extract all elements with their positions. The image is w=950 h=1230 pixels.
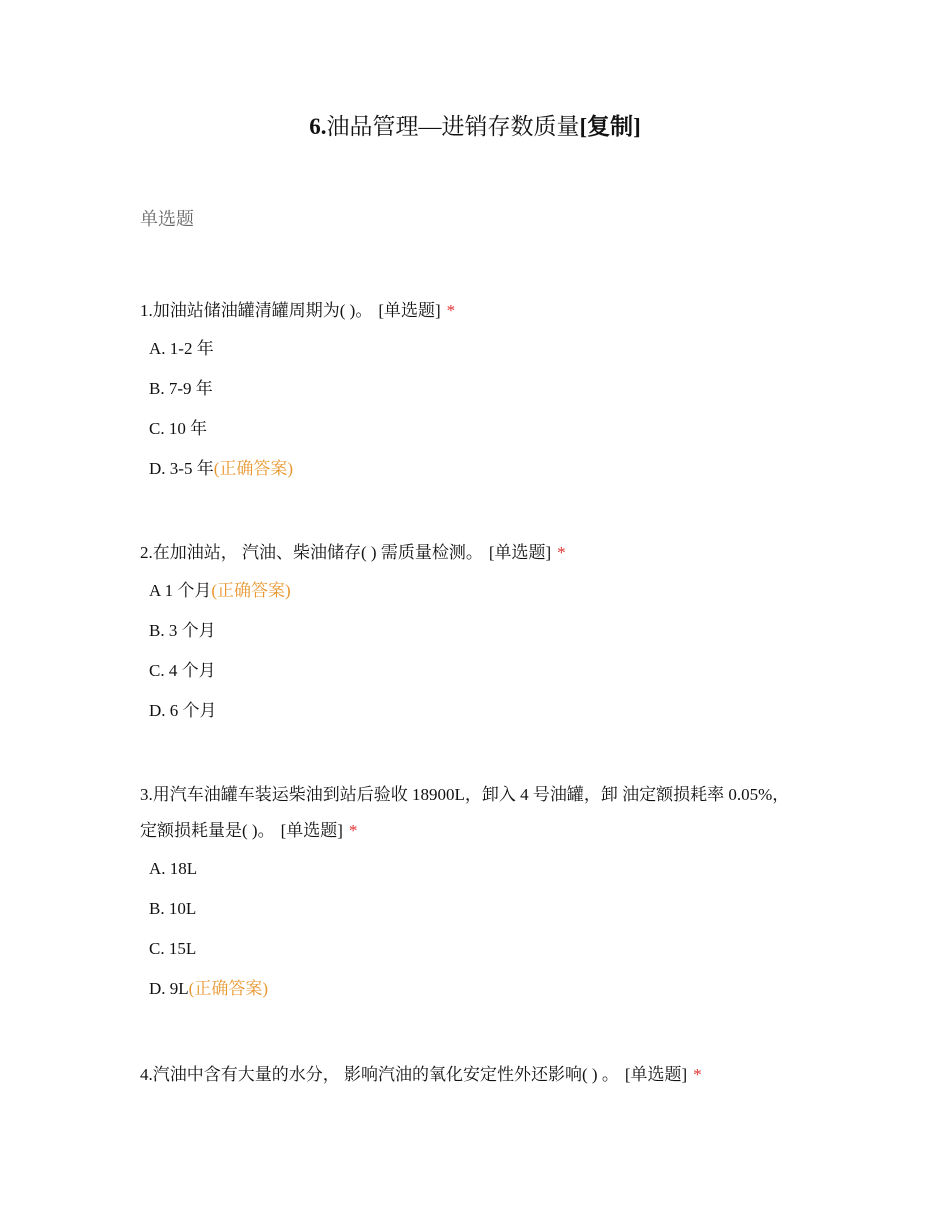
option-text: D. 6 个月 — [149, 701, 217, 720]
title-suffix: [复制] — [579, 114, 641, 139]
option-list — [140, 337, 800, 497]
question-text — [140, 1057, 800, 1093]
question-2 — [140, 535, 800, 739]
option-b[interactable] — [140, 377, 800, 417]
option-text: C. 10 年 — [149, 419, 208, 438]
question-text — [140, 777, 800, 849]
question-stem: 2.在加油站， 汽油、柴油储存( ) 需质量检测。 — [140, 543, 483, 562]
required-mark: * — [693, 1065, 702, 1084]
question-type-tag: [单选题] — [280, 821, 343, 840]
option-c[interactable] — [140, 937, 800, 977]
option-list — [140, 579, 800, 739]
question-stem: 1.加油站储油罐清罐周期为( )。 — [140, 301, 373, 320]
question-3 — [140, 777, 800, 1017]
option-text: B. 3 个月 — [149, 621, 216, 640]
required-mark: * — [446, 301, 456, 320]
option-d[interactable] — [140, 977, 800, 1017]
question-type-tag: [单选题] — [378, 301, 441, 320]
option-a[interactable] — [140, 857, 800, 897]
required-mark: * — [557, 543, 566, 562]
option-text: C. 4 个月 — [149, 661, 216, 680]
question-1 — [140, 293, 800, 497]
option-text: D. 9L — [149, 979, 189, 998]
option-a[interactable] — [140, 337, 800, 377]
option-list — [140, 857, 800, 1017]
question-type-tag: [单选题] — [624, 1065, 688, 1084]
title-main: 油品管理—进销存数质量 — [326, 114, 580, 139]
question-4 — [140, 1057, 800, 1093]
correct-answer-label: (正确答案) — [211, 581, 291, 600]
option-c[interactable] — [140, 659, 800, 699]
option-text: B. 7-9 年 — [149, 379, 213, 398]
option-b[interactable] — [140, 897, 800, 937]
option-text: A 1 个月 — [149, 581, 212, 600]
option-b[interactable] — [140, 619, 800, 659]
option-d[interactable] — [140, 457, 800, 497]
option-text: D. 3-5 年 — [149, 459, 214, 478]
question-stem: 4.汽油中含有大量的水分， 影响汽油的氧化安定性外还影响( ) 。 — [140, 1065, 619, 1084]
option-text: C. 15L — [149, 939, 197, 958]
correct-answer-label: (正确答案) — [188, 979, 268, 998]
option-text: B. 10L — [149, 899, 197, 918]
option-a[interactable] — [140, 579, 800, 619]
option-text: A. 1-2 年 — [149, 339, 214, 358]
correct-answer-label: (正确答案) — [213, 459, 294, 478]
question-type-tag: [单选题] — [488, 543, 552, 562]
page-title — [0, 112, 950, 142]
option-d[interactable] — [140, 699, 800, 739]
question-stem: 3.用汽车油罐车装运柴油到站后验收 18900L，卸入 4 号油罐，卸 油定额损耗率 0.05%，定额损耗量是( )。 — [140, 785, 790, 840]
required-mark: * — [348, 821, 358, 840]
section-label: 单选题 — [140, 209, 194, 230]
option-c[interactable] — [140, 417, 800, 457]
question-text — [140, 293, 800, 329]
title-number: 6. — [309, 114, 327, 139]
option-text: A. 18L — [149, 859, 198, 878]
question-text — [140, 535, 800, 571]
